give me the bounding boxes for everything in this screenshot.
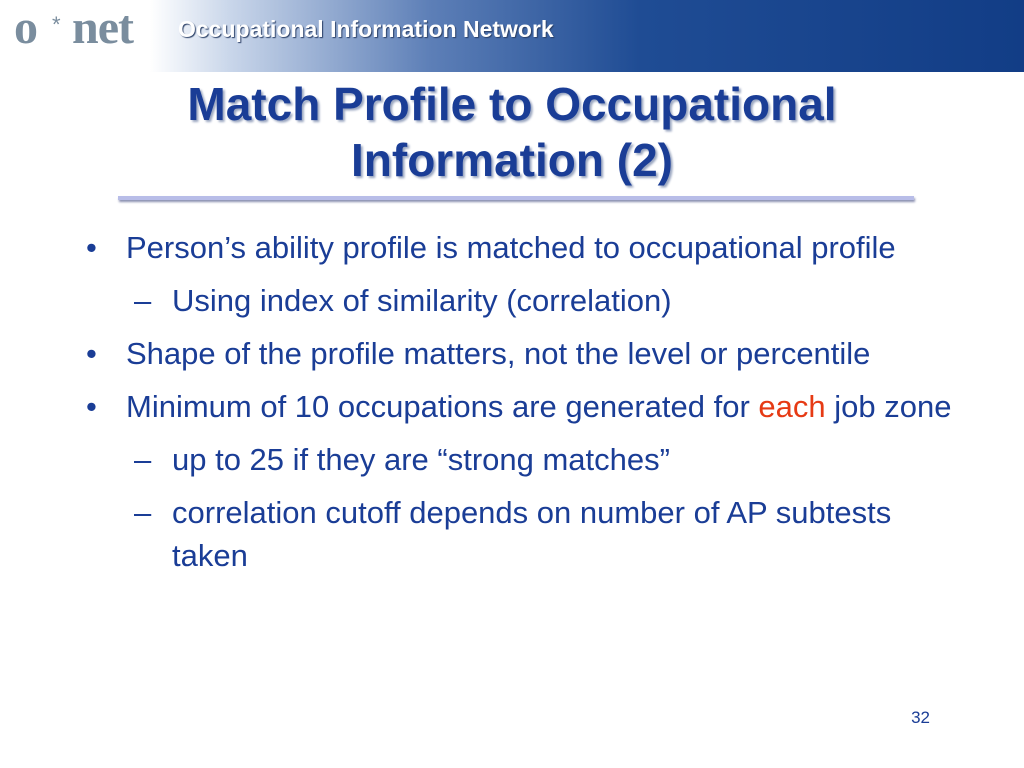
bullet-text: Shape of the profile matters, not the level or percentile — [126, 336, 871, 371]
bullet-marker: • — [86, 389, 97, 424]
slide-title: Match Profile to Occupational Information (2) — [187, 78, 837, 186]
title-divider — [118, 196, 914, 200]
bullet-marker: • — [86, 230, 97, 265]
sub-bullet-item — [82, 438, 962, 481]
header-banner: o * net Occupational Information Network — [0, 0, 1024, 72]
sub-bullet-item — [82, 279, 962, 322]
bullet-marker: • — [86, 336, 97, 371]
dash-marker: – — [134, 283, 152, 318]
bullet-list — [82, 226, 962, 587]
emphasis-text: each — [758, 389, 826, 424]
bullet-text-tail: job zone — [834, 389, 952, 424]
sub-bullet-item — [82, 491, 962, 577]
banner-title: Occupational Information Network — [178, 16, 554, 42]
bullet-item — [82, 226, 962, 269]
dash-marker: – — [134, 495, 152, 530]
bullet-item — [82, 385, 962, 428]
sub-bullet-text: up to 25 if they are “strong matches” — [172, 442, 670, 477]
sub-bullet-text: Using index of similarity (correlation) — [172, 283, 672, 318]
bullet-item — [82, 332, 962, 375]
sub-bullet-text: correlation cutoff depends on number of AP subtests taken — [172, 495, 892, 573]
dash-marker: – — [134, 442, 152, 477]
bullet-text: Minimum of 10 occupations are generated for — [126, 389, 750, 424]
page-number: 32 — [911, 708, 930, 727]
bullet-text: Person’s ability profile is matched to occupational profile — [126, 230, 896, 265]
